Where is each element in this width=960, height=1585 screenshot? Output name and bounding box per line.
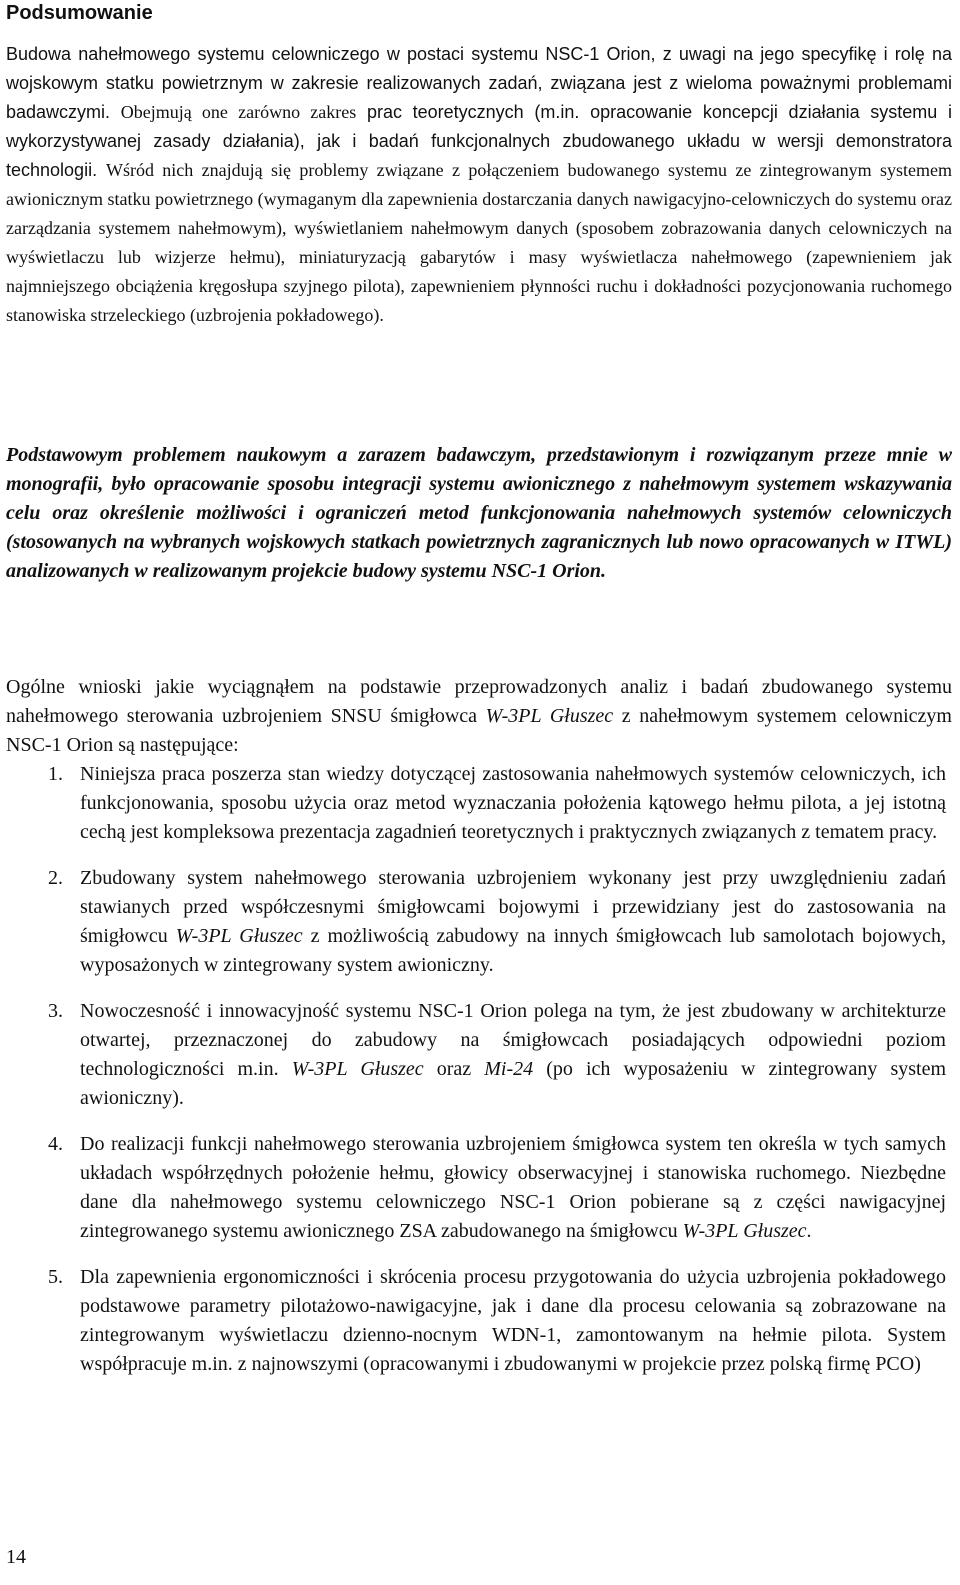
list-item-text: Dla zapewnienia ergonomiczności i skrócenia procesu przygotowania do użycia uzbrojenia pokładowego podstawowe parametry pilotażowo-nawigacyjne, jak i dane dla procesu celowania są zobrazowane na zintegrowanym wyświetlaczu dzienno-nocnym WDN-1, zamontowanym na hełmie pilota. System współpracuje m.in. z najnowszymi (opracowanymi i zbudowanymi w projekcie przez polską firmę PCO) bbox=[80, 1266, 946, 1375]
list-item-text: Do realizacji funkcji nahełmowego sterowania uzbrojeniem śmigłowca system ten określa w tych samych układach współrzędnych położenie hełmu, głowicy obserwacyjnej i stanowiska ruchomego. Niezbędne dane dla nahełmowego systemu celowniczego NSC-1 Orion pobierane są z części nawigacyjnej zintegrowanego systemu awionicznego ZSA zabudowanego na śmigłowcu bbox=[80, 1133, 946, 1242]
p1-serif-text: Obejmują one zarówno zakres bbox=[120, 102, 357, 122]
list-item bbox=[0, 1130, 946, 1246]
summary-paragraph-2: Podstawowym problemem naukowym a zarazem badawczym, przedstawionym i rozwiązanym przeze mnie w monografii, było opracowanie sposobu integracji systemu awionicznego z nahełmowym systemem wskazywania celu oraz określenie możliwości i ograniczeń metod funkcjonowania nahełmowych systemów celowniczych (stosowanych na wybranych wojskowych statkach powietrznych zagranicznych lub nowo opracowanych w ITWL) analizowanych w realizowanym projekcie budowy systemu NSC-1 Orion. bbox=[6, 444, 952, 582]
list-item-text: z możliwością zabudowy na innych śmigłowcach lub samolotach bojowych, wyposażonych w zintegrowany system awioniczny. bbox=[80, 925, 947, 976]
list-item-italic: Mi-24 bbox=[484, 1058, 534, 1080]
page-number: 14 bbox=[6, 1546, 26, 1568]
intro-italic: W-3PL Głuszec bbox=[485, 705, 614, 727]
list-item-text: Niniejsza praca poszerza stan wiedzy dotyczącej zastosowania nahełmowych systemów celowniczych, ich funkcjonowania, sposobu użycia oraz metod wyznaczania położenia kątowego hełmu pilota, a jej istotną cechą jest kompleksowa prezentacja zagadnień teoretycznych i praktycznych związanych z tematem pracy. bbox=[80, 763, 946, 843]
list-item-number: 1. bbox=[48, 763, 63, 785]
list-item bbox=[0, 997, 946, 1113]
list-item-number: 3. bbox=[48, 1000, 63, 1022]
list-item-text: Nowoczesność i innowacyjność systemu NSC-1 Orion polega na tym, że jest zbudowany w architekturze otwartej, przeznaczonej do zabudowy na śmigłowcach posiadających odpowiedni poziom technologiczności m.in. bbox=[80, 1000, 946, 1080]
list-item bbox=[0, 760, 946, 847]
list-item bbox=[0, 1263, 946, 1379]
conclusions-list bbox=[0, 760, 960, 1396]
list-item-text: . bbox=[806, 1220, 812, 1242]
list-item-number: 4. bbox=[48, 1133, 63, 1155]
list-item-text: (po ich wyposażeniu w zintegrowany system awioniczny). bbox=[80, 1058, 946, 1109]
list-item-number: 5. bbox=[48, 1266, 63, 1288]
intro-before: Ogólne wnioski jakie wyciągnąłem na podstawie przeprowadzonych analiz i badań zbudowanego systemu nahełmowego sterowania uzbrojeniem SNSU śmigłowca bbox=[6, 676, 952, 727]
p1-sans-text-2: prac teoretycznych (m.in. opracowanie koncepcji działania systemu i wykorzystywanej zasady działania), jak i badań funkcjonalnych zbudowanego układu w wersji demonstratora technologii. bbox=[6, 102, 952, 180]
list-item-text: oraz bbox=[423, 1058, 485, 1080]
list-item-italic: W-3PL Głuszec bbox=[291, 1058, 424, 1080]
p1-sans-text: Budowa nahełmowego systemu celowniczego w postaci systemu NSC-1 Orion, z uwagi na jego specyfikę i rolę na wojskowym statku powietrznym w zakresie realizowanych zadań, związana jest z wieloma poważnymi problemami badawczymi. bbox=[6, 44, 952, 122]
p1-serif-text-2: Wśród nich znajdują się problemy związane z połączeniem budowanego systemu ze zintegrowanym systemem awionicznym statku powietrznego (wymaganym dla zapewnienia dostarczania danych nawigacyjno-celowniczych do systemu oraz zarządzania systemem nahełmowym), wyświetlaniem nahełmowym danych (sposobem zobrazowania danych celowniczych na wyświetlaczu lub wizjerze hełmu), miniaturyzacją gabarytów i masy wyświetlacza nahełmowego (zapewnieniem jak najmniejszego obciążenia kręgosłupa szyjnego pilota), zapewnieniem płynności ruchu i dokładności pozycjonowania ruchomego stanowiska strzeleckiego (uzbrojenia pokładowego). bbox=[6, 160, 952, 325]
list-item bbox=[0, 864, 946, 980]
intro-after: z nahełmowym systemem celowniczym NSC-1 Orion są następujące: bbox=[6, 705, 952, 756]
section-heading: Podsumowanie bbox=[6, 2, 153, 24]
list-item-text: Zbudowany system nahełmowego sterowania uzbrojeniem wykonany jest przy uwzględnieniu zadań stawianych przed współczesnymi śmigłowcami bojowymi i przewidziany jest do zastosowania na śmigłowcu bbox=[80, 867, 946, 947]
list-item-number: 2. bbox=[48, 867, 63, 889]
list-item-italic: W-3PL Głuszec bbox=[682, 1220, 807, 1242]
conclusions-intro bbox=[6, 673, 952, 760]
list-item-italic: W-3PL Głuszec bbox=[175, 925, 303, 947]
summary-paragraph-1 bbox=[6, 40, 952, 330]
